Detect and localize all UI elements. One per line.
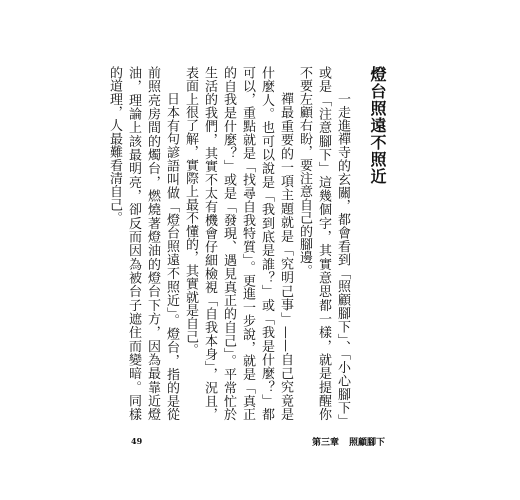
chapter-label: 第三章 bbox=[311, 438, 339, 448]
page-number: 49 bbox=[131, 436, 143, 446]
section-title: 燈台照遠不照近 bbox=[368, 66, 387, 185]
paragraph: 一走進禪寺的玄關，都會看到「照顧腳下」、「小心腳下」或是「注意腳下」這幾個字，其實意思都一樣，就是提醒你不要左顧右盼，要注意自己的腳邊。 bbox=[297, 66, 350, 421]
paragraph: 禪最重要的一項主題就是「究明己事」——自己究竟是什麼人。也可以說是「我到底是誰？」或「我是什麼？」都可以，重點就是「找尋自我特質」。更進一步說，就是「真正的自我是什麼？」或是「發現、遇見真正的自己」。平常忙於生活的我們，其實不太有機會仔細檢視「自我本身」，況且，表面上很了解，實際上最不懂的，其實就是自己。 bbox=[183, 66, 293, 421]
running-footer bbox=[312, 435, 385, 448]
paragraph: 日本有句諺語叫做「燈台照遠不照近」。燈台，指的是從前照亮房間的燭台，燃燒著燈油的燈台下方，因為最靠近燈油，理論上該最明亮，卻反而因為被台子遮住而變暗。同樣的道理，人最難看清自己。 bbox=[107, 66, 179, 421]
vertical-text-block bbox=[105, 66, 387, 421]
chapter-title: 照顧腳下 bbox=[348, 438, 385, 448]
